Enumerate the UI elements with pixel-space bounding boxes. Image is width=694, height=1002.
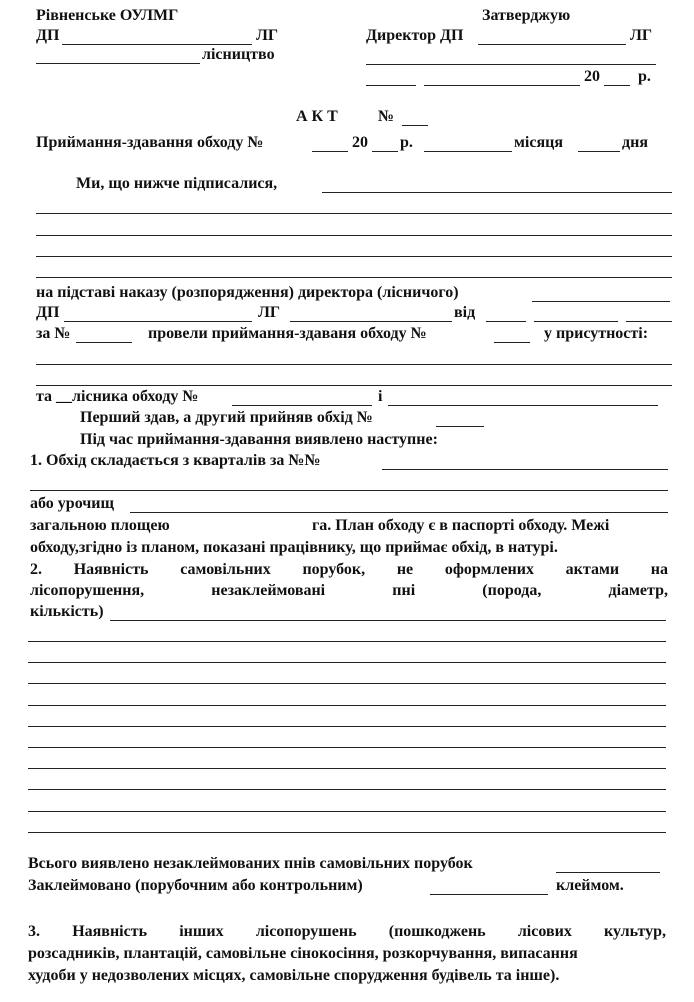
violations-field[interactable] — [28, 768, 666, 769]
item2-line-1-word: Наявність — [73, 561, 149, 578]
bounds-shown-text: обходу,згідно із планом, показані працівнику, що приймає обхід, в натурі. — [30, 539, 558, 556]
round-number-field[interactable] — [312, 151, 348, 152]
signatories-field-5[interactable] — [36, 277, 672, 278]
item2-line-1-word: 2. — [30, 561, 42, 578]
director-dp-label: Директор ДП — [366, 27, 464, 44]
violations-field[interactable] — [28, 811, 666, 812]
order-lg-label: ЛГ — [258, 304, 281, 321]
item2-line-2 — [30, 583, 668, 599]
order-year-field[interactable] — [626, 321, 672, 322]
order-dp-field[interactable] — [64, 321, 252, 322]
quarters-field-2[interactable] — [30, 490, 668, 491]
approve-label: Затверджую — [482, 7, 571, 24]
violations-field-1[interactable] — [110, 620, 666, 621]
forester-name-field[interactable] — [388, 405, 658, 406]
org-name: Рівненське ОУЛМГ — [36, 7, 179, 24]
month-label: місяця — [514, 134, 563, 151]
first-handed-text: Перший здав, а другий прийняв обхід № — [80, 409, 373, 426]
violations-field[interactable] — [28, 832, 666, 833]
and-forester-text: та __лісника обходу № — [36, 388, 199, 405]
item2-line-2-word: діаметр, — [608, 582, 668, 599]
item3-line-1-word: лісопорушень — [255, 923, 357, 940]
act-year-label: 20 — [352, 134, 368, 151]
approve-year-field[interactable] — [604, 85, 630, 86]
based-on-text: на підставі наказу (розпорядження) директора (лісничого) — [36, 284, 459, 301]
act-year-field[interactable] — [372, 151, 398, 152]
presence-text: у присутності: — [544, 325, 649, 342]
violations-field[interactable] — [28, 662, 666, 663]
item3-line-1-word: (пошкоджень — [388, 923, 486, 940]
quarters-field-1[interactable] — [382, 469, 668, 470]
order-day-field[interactable] — [486, 321, 526, 322]
signatories-field-2[interactable] — [36, 213, 672, 214]
and-i-text: і — [378, 388, 383, 405]
lg-label: ЛГ — [256, 27, 279, 44]
item2-line-1-word: актами — [565, 561, 620, 578]
stamped-field[interactable] — [430, 894, 548, 895]
director-name-field[interactable] — [366, 64, 656, 65]
act-year-suffix: р. — [400, 134, 413, 151]
item2-line-1-word: порубок, — [302, 561, 366, 578]
order-dp-label: ДП — [36, 304, 60, 321]
approve-year-suffix: р. — [638, 68, 651, 85]
signatories-field-3[interactable] — [36, 235, 672, 236]
we-signed-text: Ми, що нижче підписалися, — [76, 175, 278, 192]
act-title: А К Т — [296, 108, 338, 125]
item3-line-1-word: інших — [179, 923, 224, 940]
item2-line-1-word: не — [396, 561, 414, 578]
dp-name-field[interactable] — [62, 44, 252, 45]
violations-field[interactable] — [28, 747, 666, 748]
signatories-field-4[interactable] — [36, 256, 672, 257]
forestry-label: лісництво — [202, 46, 275, 63]
item2-line-2-word: пні — [392, 582, 416, 599]
ha-plan-text: га. План обходу є в паспорті обходу. Межі — [312, 517, 610, 534]
violations-field[interactable] — [28, 641, 666, 642]
stamp-text: клеймом. — [556, 877, 624, 894]
total-found-field[interactable] — [556, 872, 660, 873]
director-dp-field[interactable] — [478, 44, 626, 45]
handover-round-field[interactable] — [494, 342, 530, 343]
item2-line-2-word: лісопорушення, — [30, 582, 145, 599]
act-number-field[interactable] — [402, 125, 428, 126]
item2-line-1-word: на — [650, 561, 668, 578]
approve-day-field[interactable] — [366, 85, 416, 86]
total-area-text: загальною площею — [30, 517, 170, 534]
quantity-text: кількість) — [30, 603, 104, 620]
item2-line-2-word: незаклеймовані — [211, 582, 326, 599]
forestry-name-field[interactable] — [36, 63, 200, 64]
order-month-field[interactable] — [534, 321, 618, 322]
stamped-text: Заклеймовано (порубочним або контрольним) — [28, 877, 363, 894]
item2-line-1-word: самовільних — [180, 561, 271, 578]
forester-round-field[interactable] — [232, 405, 372, 406]
item3-line-2: розсадників, плантацій, самовільне сінокосіння, розкорчування, випасання — [28, 945, 578, 962]
act-subject: Приймання-здавання обходу № — [36, 134, 264, 151]
tract-field[interactable] — [130, 512, 668, 513]
item3-line-1-word: 3. — [28, 923, 40, 940]
violations-field[interactable] — [28, 683, 666, 684]
item3-line-1 — [28, 924, 666, 940]
item2-line-1-word: оформлених — [444, 561, 534, 578]
violations-field[interactable] — [28, 726, 666, 727]
act-month-field[interactable] — [424, 151, 512, 152]
violations-field[interactable] — [28, 705, 666, 706]
dp-label: ДП — [36, 27, 60, 44]
item1-text: 1. Обхід складається з кварталів за №№ — [30, 452, 321, 469]
violations-field[interactable] — [28, 789, 666, 790]
or-tract-text: або урочищ — [30, 495, 115, 512]
item2-line-2-word: (порода, — [482, 582, 542, 599]
order-number-label: за № — [36, 325, 71, 342]
order-lg-field[interactable] — [290, 321, 452, 322]
approve-month-field[interactable] — [424, 85, 580, 86]
item3-line-1-word: лісових — [517, 923, 572, 940]
item3-line-3: худоби у недозволених місцях, самовільне спорудження будівель та інше). — [28, 967, 560, 984]
total-found-text: Всього виявлено незаклеймованих пнів самовільних порубок — [28, 855, 473, 872]
presence-field-2[interactable] — [36, 385, 672, 386]
item3-line-1-word: культур, — [604, 923, 666, 940]
approve-year-label: 20 — [584, 68, 600, 85]
item3-line-1-word: Наявність — [72, 923, 148, 940]
presence-field-1[interactable] — [36, 364, 672, 365]
act-day-field[interactable] — [578, 151, 620, 152]
conducted-text: провели приймання-здаваня обходу № — [148, 325, 427, 342]
director-lg-label: ЛГ — [630, 27, 653, 44]
found-text: Під час приймання-здавання виявлено наступне: — [80, 431, 438, 448]
item2-line-1 — [30, 562, 668, 578]
act-number-label: № — [378, 108, 395, 125]
signatories-field-1[interactable] — [322, 192, 672, 193]
director-order-field[interactable] — [532, 301, 670, 302]
day-label: дня — [622, 134, 648, 151]
order-number-field[interactable] — [76, 342, 132, 343]
received-round-field[interactable] — [436, 426, 484, 427]
from-label: від — [454, 304, 476, 321]
